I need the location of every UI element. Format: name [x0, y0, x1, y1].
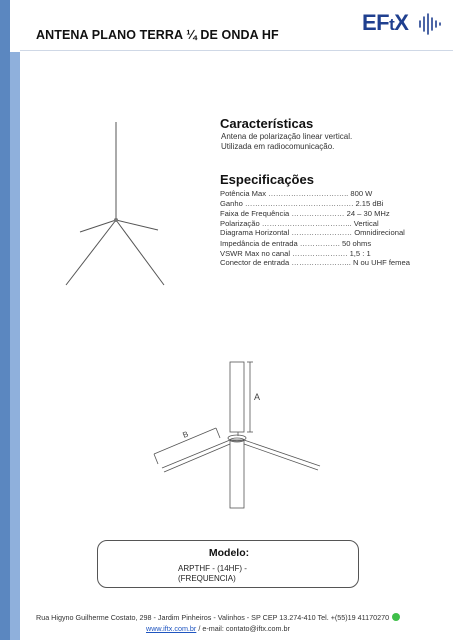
logo-wordmark: EFtX — [362, 10, 409, 35]
page-title: ANTENA PLANO TERRA ¼ DE ONDA HF — [36, 28, 279, 42]
antenna-photo-illustration — [60, 120, 180, 300]
caracteristicas-line: Utilizada em radiocomunicação. — [221, 142, 335, 151]
dimension-label-a: A — [254, 392, 261, 402]
caracteristicas-line: Antena de polarização linear vertical. — [221, 132, 353, 141]
model-heading: Modelo: — [208, 547, 250, 559]
spec-row-vswr: VSWR Max no canal …………………. 1,5 : 1 — [220, 249, 371, 258]
footer-address: Rua Higyno Guilherme Costato, 298 - Jardim Pinheiros - Valinhos - SP CEP 13.274-410 Tel. +(55)19 41170270 — [36, 613, 400, 622]
model-code: ARPTHF - (14HF) - — [178, 564, 247, 573]
spec-row-impedancia: Impedância de entrada ……………. 50 ohms — [220, 239, 372, 248]
model-code-suffix: (FREQUENCIA) — [178, 574, 236, 583]
spec-row-faixa: Faixa de Frequência ………………… 24 – 30 MHz — [220, 209, 390, 218]
model-box — [97, 540, 359, 588]
antenna-dimension-diagram — [150, 360, 330, 520]
dimension-label-b: B — [181, 429, 190, 440]
eftx-logo — [362, 10, 442, 38]
especificacoes-heading: Especificações — [220, 172, 314, 187]
side-accent-bar-dark — [0, 0, 10, 640]
signal-wave-icon — [418, 13, 442, 35]
spec-row-polarizacao: Polarização ……………………………... Vertical — [220, 219, 379, 228]
header-divider — [20, 50, 453, 51]
spec-row-ganho: Ganho ……………………………………. 2.15 dBi — [220, 199, 384, 208]
email-text: / e-mail: contato@iftx.com.br — [196, 624, 290, 633]
spec-row-conector: Conector de entrada …………………... N ou UHF femea — [220, 258, 410, 267]
footer-contact — [146, 624, 290, 633]
whatsapp-icon — [392, 613, 400, 621]
website-link[interactable]: www.iftx.com.br — [146, 624, 197, 633]
caracteristicas-heading: Características — [220, 116, 314, 131]
spec-row-diagrama: Diagrama Horizontal …………………… Omnidirecional — [220, 228, 405, 237]
spec-row-potencia: Potência Max ………………………….. 800 W — [220, 189, 373, 198]
side-accent-bar-light — [10, 52, 20, 640]
